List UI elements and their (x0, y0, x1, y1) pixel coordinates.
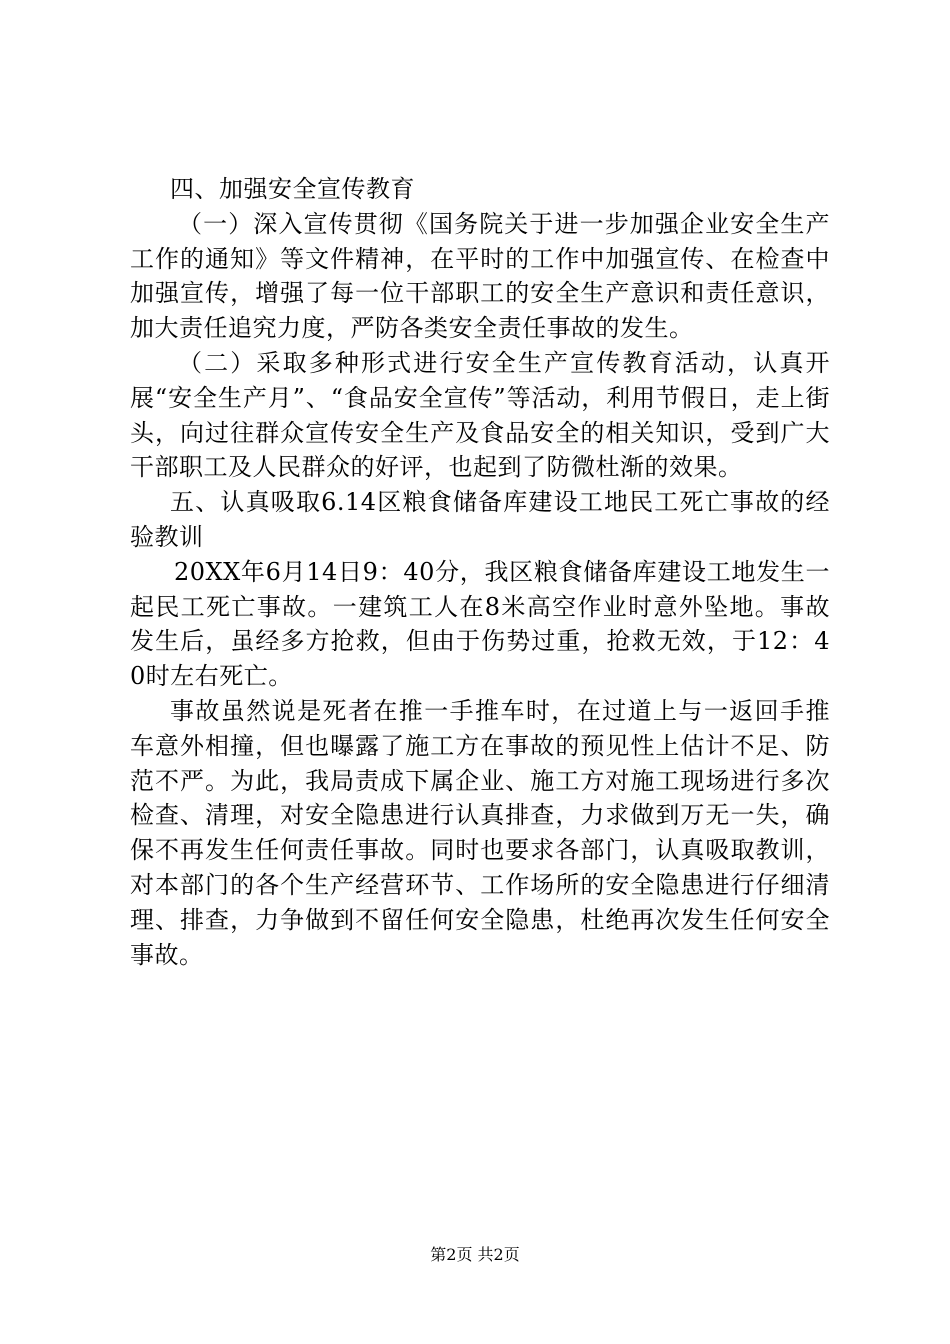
paragraph-5-1: 20XX年6月14日9：40分，我区粮食储备库建设工地发生一起民工死亡事故。一建筑工人在8米高空作业时意外坠地。事故发生后，虽经多方抢救，但由于伤势过重，抢救无效，于12：40时左右死亡。 (130, 557, 830, 691)
paragraph-4-2: （二）采取多种形式进行安全生产宣传教育活动，认真开展“安全生产月”、“食品安全宣传”等活动，利用节假日，走上街头，向过往群众宣传安全生产及食品安全的相关知识，受到广大干部职工及人民群众的好评，也起到了防微杜渐的效果。 (130, 348, 830, 482)
paragraph-4-1: （一）深入宣传贯彻《国务院关于进一步加强企业安全生产工作的通知》等文件精神，在平时的工作中加强宣传、在检查中加强宣传，增强了每一位干部职工的安全生产意识和责任意识，加大责任追究力度，严防各类安全责任事故的发生。 (130, 209, 830, 343)
page-footer: 第2页 共2页 (430, 1245, 520, 1264)
section-heading-4: 四、加强安全宣传教育 (170, 175, 415, 203)
section-heading-5: 五、认真吸取6.14区粮食储备库建设工地民工死亡事故的经验教训 (130, 488, 830, 551)
document-body (130, 172, 830, 972)
paragraph-5-2: 事故虽然说是死者在推一手推车时，在过道上与一返回手推车意外相撞，但也曝露了施工方在事故的预见性上估计不足、防范不严。为此，我局责成下属企业、施工方对施工现场进行多次检查、清理，对安全隐患进行认真排查，力求做到万无一失，确保不再发生任何责任事故。同时也要求各部门，认真吸取教训，对本部门的各个生产经营环节、工作场所的安全隐患进行仔细清理、排查，力争做到不留任何安全隐患，杜绝再次发生任何安全事故。 (130, 696, 830, 969)
